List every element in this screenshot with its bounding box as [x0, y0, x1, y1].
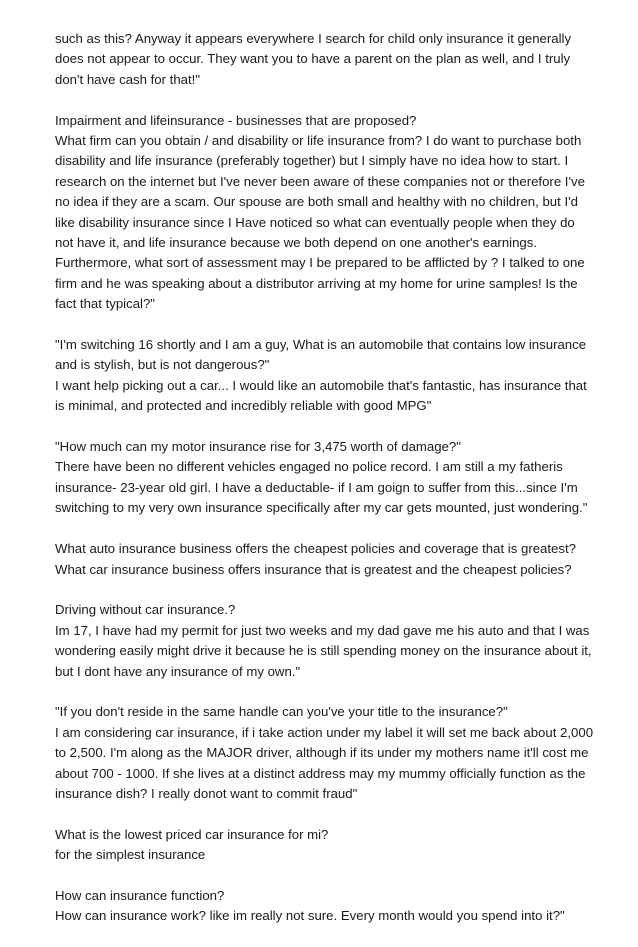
qa-question: "If you don't reside in the same handle can you've your title to the insurance?"	[55, 704, 508, 720]
qa-item	[55, 111, 595, 315]
qa-answer: I am considering car insurance, if i take action under my label it will set me back about 2,000 to 2,500. I'm along as the MAJOR driver, although if its under my mothers name it'll cost me about 700 - 1000. If she lives at a distinct address may my mummy officially function as the insurance dish? I really donot want to commit fraud"	[55, 724, 594, 801]
qa-item	[55, 539, 595, 580]
qa-answer: There have been no different vehicles engaged no police record. I am still a my fatheris insurance- 23-year old girl. I have a deductable- if I am goign to suffer from this...since I'm switching to my very own insurance specifically after my car gets mounted, just wondering."	[55, 459, 588, 516]
qa-question: "I'm switching 16 shortly and I am a guy, What is an automobile that contains low insurance and is stylish, but is not dangerous?"	[55, 337, 587, 373]
qa-item	[55, 702, 595, 804]
qa-question: Impairment and lifeinsurance - businesses that are proposed?	[55, 112, 417, 128]
qa-question: Driving without car insurance.?	[55, 602, 236, 618]
qa-answer: for the simplest insurance	[55, 847, 206, 863]
qa-question: What is the lowest priced car insurance for mi?	[55, 826, 329, 842]
qa-answer: What car insurance business offers insurance that is greatest and the cheapest policies?	[55, 561, 572, 577]
qa-item	[55, 335, 595, 417]
document-page	[55, 29, 595, 947]
qa-answer: How can insurance work? like im really not sure. Every month would you spend into it?"	[55, 908, 565, 924]
qa-question: How can insurance function?	[55, 887, 225, 903]
qa-item	[55, 437, 595, 519]
qa-item	[55, 600, 595, 682]
qa-item	[55, 825, 595, 866]
qa-answer: What firm can you obtain / and disability or life insurance from? I do want to purchase both disability and life insurance (preferably together) but I simply have no idea how to start. I research on the internet but I've never been aware of these companies not or therefore I've no idea if they are a scam. Our spouse are both small and healthy with no children, but I'd like disability insurance since I Have noticed so what can eventually people when they do not have it, and life insurance because we both depend on one another's earnings. Furthermore, what sort of assessment may I be prepared to be afflicted by ? I talked to one firm and he was speaking about a distributor arriving at my home for urine samples! Is the fact that typical?"	[55, 133, 585, 312]
qa-question: What auto insurance business offers the cheapest policies and coverage that is greatest?	[55, 541, 576, 557]
intro-paragraph	[55, 29, 595, 90]
intro-text: such as this? Anyway it appears everywhere I search for child only insurance it generally does not appear to occur. They want you to have a parent on the plan as well, and I truly don't have cash for that!"	[55, 31, 572, 87]
qa-answer: I want help picking out a car... I would like an automobile that's fantastic, has insurance that is minimal, and protected and incredibly reliable with good MPG"	[55, 377, 587, 414]
qa-answer: Im 17, I have had my permit for just two weeks and my dad gave me his auto and that I was wondering easily might drive it because he is still spending money on the insurance about it, but I dont have any insurance of my own."	[55, 622, 592, 679]
qa-item	[55, 886, 595, 927]
qa-question: "How much can my motor insurance rise for 3,475 worth of damage?"	[55, 439, 461, 455]
